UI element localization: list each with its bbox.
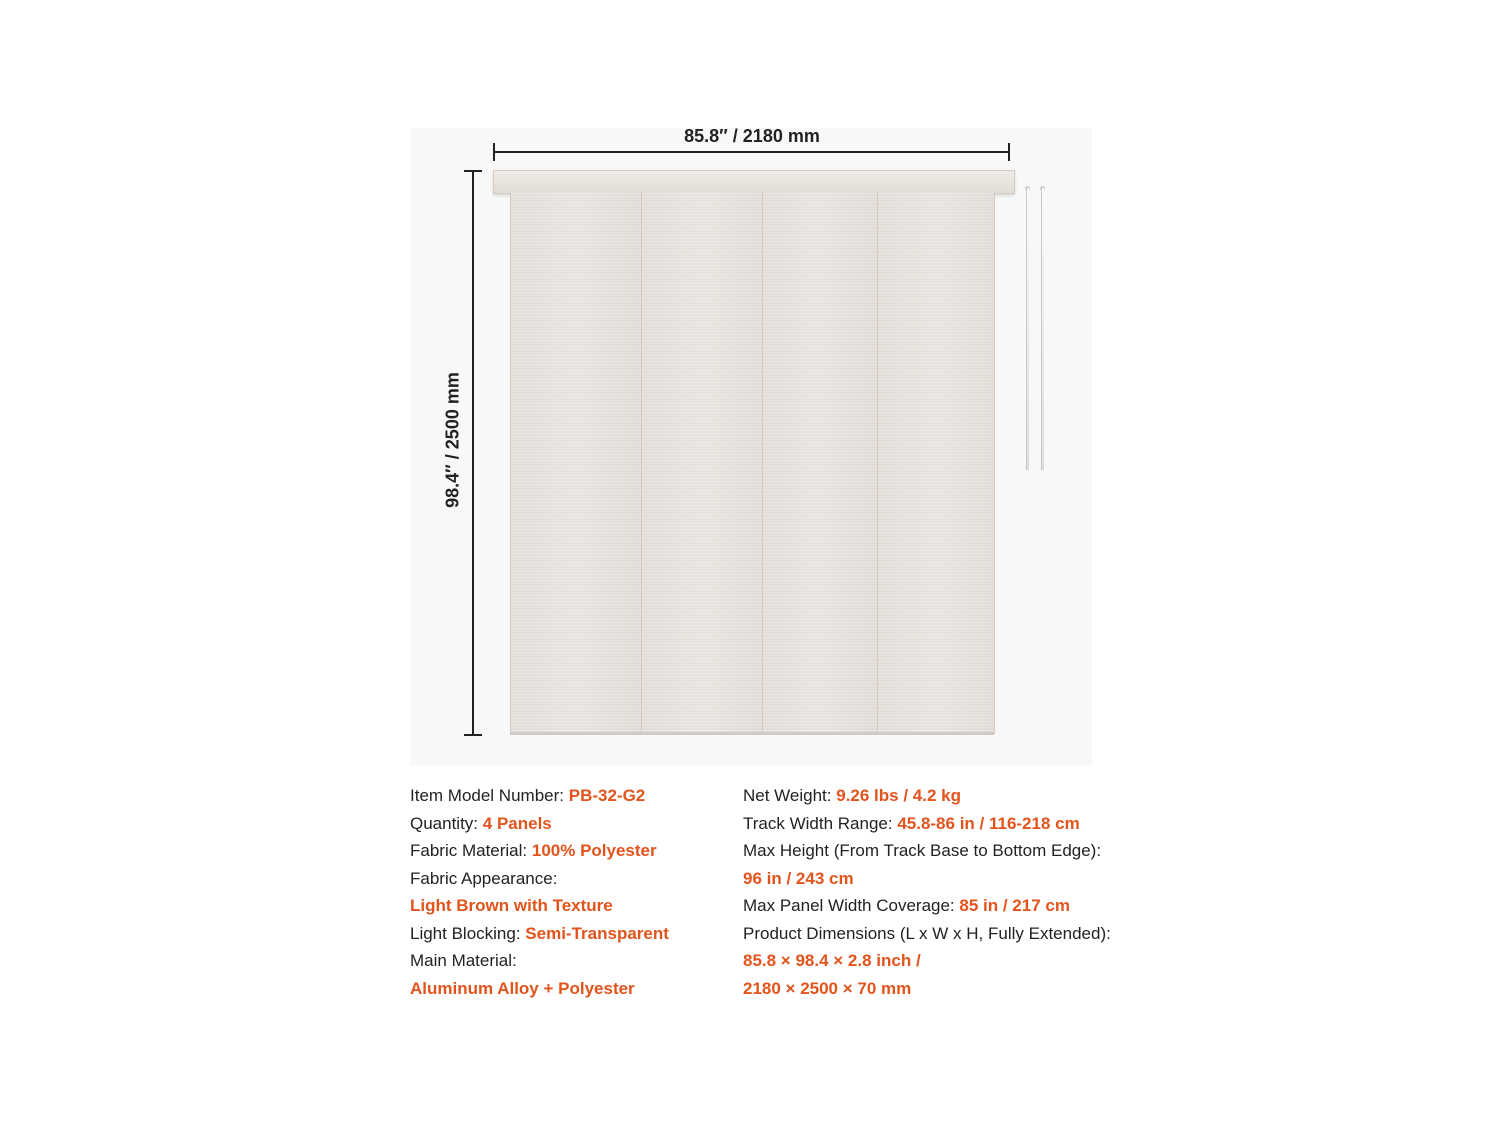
spec-row (743, 920, 1111, 948)
spec-row (743, 865, 1111, 893)
spec-label: Product Dimensions (L x W x H, Fully Extended): (743, 923, 1111, 943)
spec-value: 4 Panels (482, 813, 552, 833)
spec-label: Net Weight: (743, 786, 837, 805)
spec-label: Item Model Number: (410, 786, 569, 805)
specs-right-column (743, 782, 1111, 1002)
spec-row (743, 782, 1111, 810)
spec-label: Quantity: (410, 813, 483, 833)
spec-row (410, 892, 669, 920)
headrail (493, 170, 1015, 194)
spec-row (410, 865, 669, 893)
spec-label: Max Height (From Track Base to Bottom Edge): (743, 841, 1102, 860)
spec-row (743, 810, 1111, 838)
spec-row (410, 810, 669, 838)
width-dimension-tick-left (493, 143, 495, 161)
width-dimension-label: 85.8″ / 2180 mm (684, 126, 820, 146)
width-dimension-tick-right (1008, 143, 1010, 161)
spec-value: 9.26 lbs / 4.2 kg (836, 786, 961, 805)
height-dimension-label: 98.4″ / 2500 mm (442, 372, 463, 508)
spec-row (410, 947, 669, 975)
spec-label: Track Width Range: (743, 813, 898, 833)
bottom-rail (510, 732, 994, 735)
spec-row (410, 975, 669, 1003)
spec-row (743, 975, 1111, 1003)
specs-left-column (410, 782, 669, 1002)
spec-label: Fabric Material: (410, 841, 532, 860)
spec-label: Fabric Appearance: (410, 868, 558, 888)
spec-label: Main Material: (410, 951, 517, 970)
spec-value: 2180 × 2500 × 70 mm (743, 978, 912, 998)
spec-row (743, 837, 1111, 865)
blind-panel-3 (762, 192, 879, 734)
blind-panel-2 (641, 192, 764, 734)
spec-row (410, 837, 669, 865)
spec-row (743, 892, 1111, 920)
height-dimension-tick-bottom (464, 734, 482, 736)
spec-row (410, 920, 669, 948)
spec-value: Light Brown with Texture (410, 896, 613, 915)
spec-value: PB-32-G2 (568, 786, 646, 805)
blind-panel-4 (877, 192, 995, 734)
spec-label: Max Panel Width Coverage: (743, 896, 960, 915)
control-wand (1041, 188, 1044, 470)
height-dimension-tick-top (464, 170, 482, 172)
height-dimension-line (472, 170, 474, 736)
spec-value: 85 in / 217 cm (959, 896, 1070, 915)
spec-value: Aluminum Alloy + Polyester (410, 978, 635, 998)
spec-label: Light Blocking: (410, 923, 526, 943)
spec-value: Semi-Transparent (525, 923, 669, 943)
spec-value: 96 in / 243 cm (743, 868, 854, 888)
control-wand (1026, 188, 1029, 470)
width-dimension-line (494, 151, 1010, 153)
spec-row (410, 782, 669, 810)
spec-row (743, 947, 1111, 975)
spec-value: 85.8 × 98.4 × 2.8 inch / (743, 951, 921, 970)
spec-value: 45.8-86 in / 116-218 cm (897, 813, 1080, 833)
spec-value: 100% Polyester (531, 841, 657, 860)
blind-panel-1 (510, 192, 643, 734)
